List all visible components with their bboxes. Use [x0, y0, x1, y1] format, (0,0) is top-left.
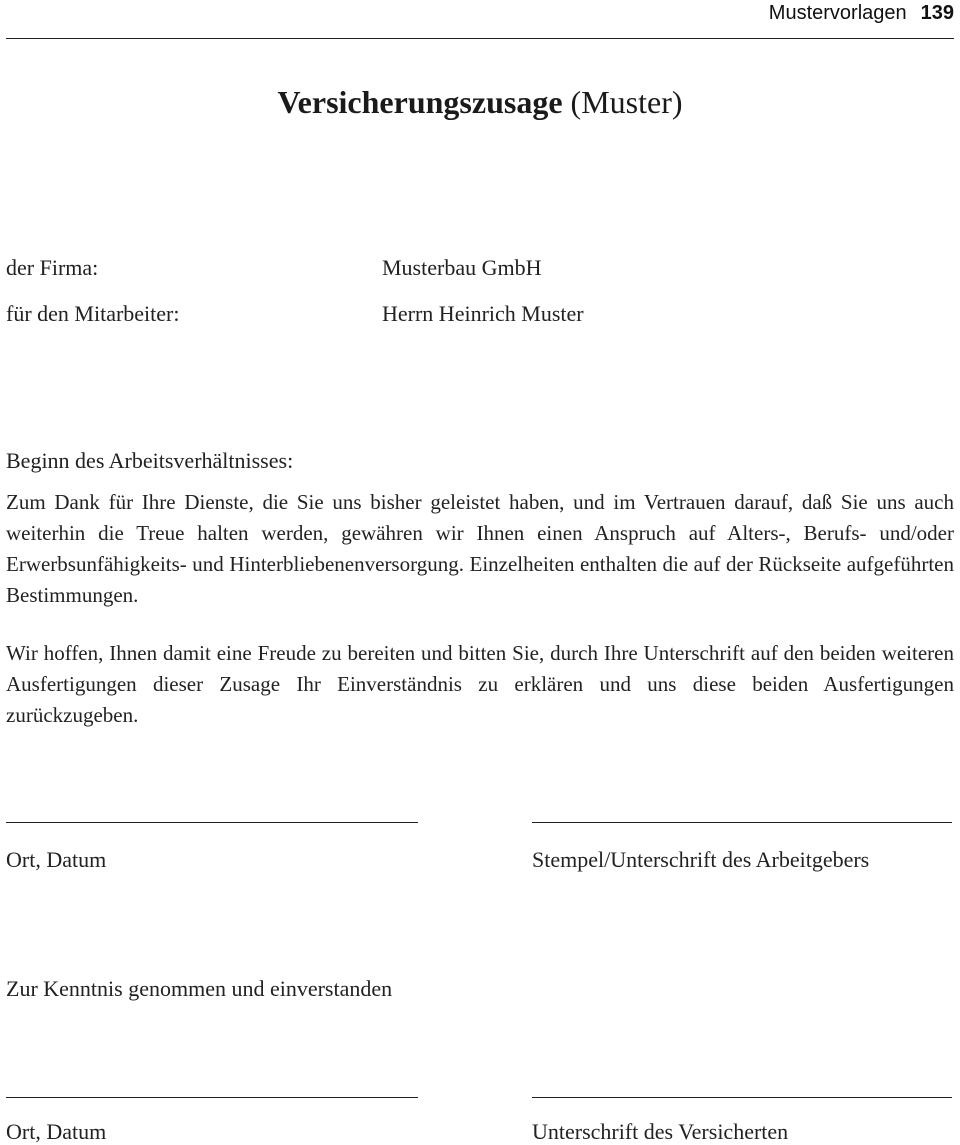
document-title [0, 84, 960, 121]
company-label: der Firma: [6, 255, 99, 280]
paragraph-request: Wir hoffen, Ihnen damit eine Freude zu bereiten und bitten Sie, durch Ihre Unterschrift auf den beiden weiteren Ausfertigungen dieser Zusage Ihr Einverständnis zu erklären und uns diese beiden Ausfertigungen zurückzugeben. [6, 641, 954, 727]
employee-value: Herrn Heinrich Muster [382, 301, 584, 326]
acknowledgement-text: Zur Kenntnis genommen und einverstanden [6, 976, 393, 1001]
employer-signature-label: Stempel/Unterschrift des Arbeitgebers [532, 847, 870, 872]
title-main: Versicherungszusage [277, 84, 563, 120]
signature-line-place-date [6, 822, 418, 823]
place-date-label-2: Ort, Datum [6, 1119, 107, 1144]
paragraph-commitment: Zum Dank für Ihre Dienste, die Sie uns bisher geleistet haben, und im Vertrauen darauf, daß Sie uns auch weiterhin die Treue halten werden, gewähren wir Ihnen einen Anspruch auf Alters-, Berufs- und/oder Erwerbsunfähigkeits- und Hinterbliebenenversorgung. Einzelheiten enthalten die auf der Rückseite aufgeführten Bestimmungen. [6, 490, 954, 607]
employment-start-label: Beginn des Arbeitsverhältnisses: [6, 448, 294, 473]
header-divider [6, 38, 954, 39]
employee-label: für den Mitarbeiter: [6, 301, 180, 326]
header-section-title: Mustervorlagen [768, 2, 907, 24]
page-number: 139 [920, 2, 954, 24]
signature-line-place-date-2 [6, 1097, 418, 1098]
title-suffix: (Muster) [570, 84, 683, 120]
insured-signature-label: Unterschrift des Versicherten [532, 1119, 789, 1144]
running-header [769, 2, 954, 25]
company-value: Musterbau GmbH [382, 255, 542, 280]
signature-line-insured [532, 1097, 952, 1098]
place-date-label: Ort, Datum [6, 847, 107, 872]
signature-line-employer [532, 822, 952, 823]
